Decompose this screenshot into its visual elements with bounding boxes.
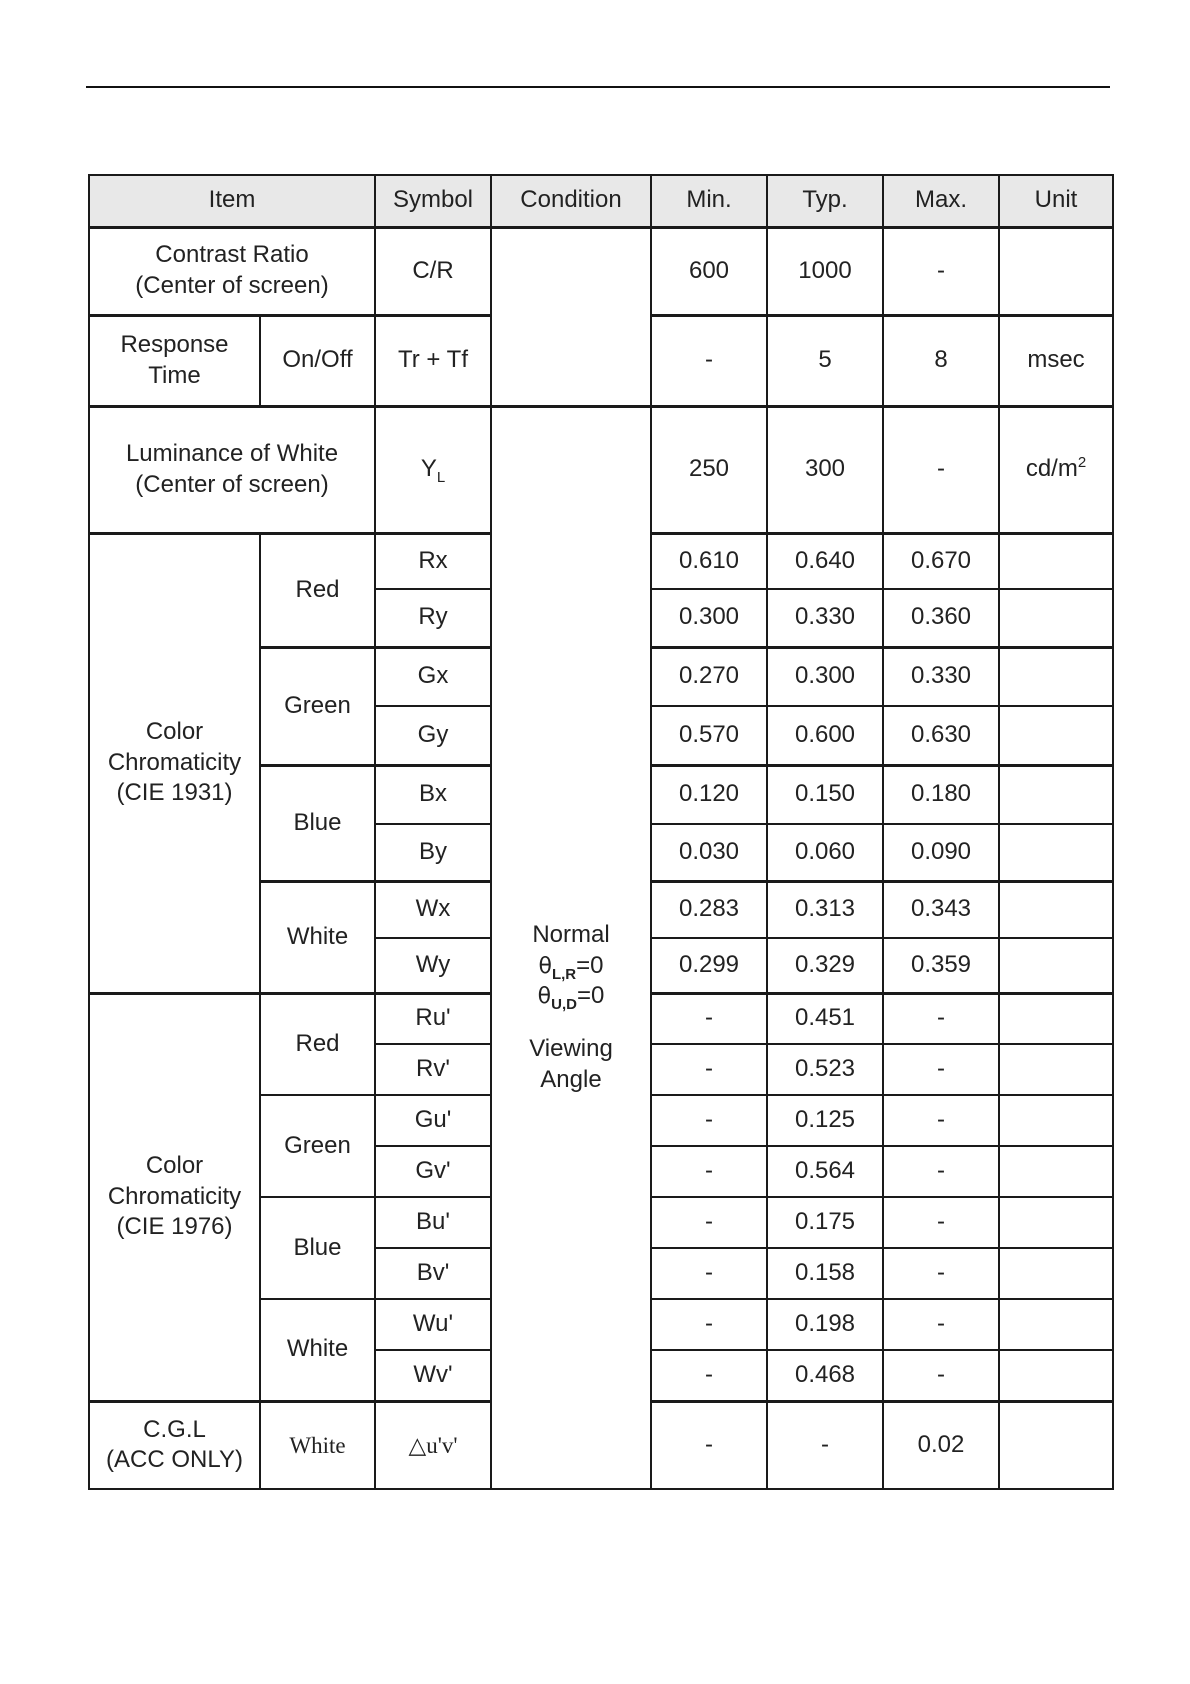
cie1931-typ: 0.300 <box>767 647 883 706</box>
cie1976-symbol: Wv' <box>375 1350 491 1401</box>
cie1931-unit <box>999 938 1113 993</box>
cie1976-max: - <box>883 1146 999 1197</box>
contrast-typ: 1000 <box>767 227 883 315</box>
response-min: - <box>651 315 767 406</box>
theta-symbol: θ <box>537 984 552 1010</box>
cie1931-color-green: Green <box>260 647 375 765</box>
condition-line-normal: Normal <box>532 920 610 948</box>
cie1931-typ: 0.330 <box>767 589 883 647</box>
cgl-typ: - <box>767 1401 883 1489</box>
cgl-sub: White <box>260 1401 375 1489</box>
luminance-unit-sup: 2 <box>1077 454 1087 472</box>
cie1976-min: - <box>651 1197 767 1248</box>
contrast-item-line2: (Center of screen) <box>135 272 329 299</box>
cie1931-max: 0.359 <box>883 938 999 993</box>
response-symbol: Tr + Tf <box>375 315 491 406</box>
response-unit: msec <box>999 315 1113 406</box>
cie1931-typ: 0.600 <box>767 706 883 765</box>
cie1931-typ: 0.060 <box>767 824 883 881</box>
cgl-symbol: △u'v' <box>375 1401 491 1489</box>
theta-ud-sub: U,D <box>551 996 577 1014</box>
cie1976-min: - <box>651 1299 767 1350</box>
cie1976-unit <box>999 1248 1113 1299</box>
cie1931-max: 0.330 <box>883 647 999 706</box>
theta-ud-value: =0 <box>576 982 605 1010</box>
cie1931-label-line2: Chromaticity <box>107 748 242 776</box>
cie1976-typ: 0.125 <box>767 1095 883 1146</box>
cie1931-min: 0.270 <box>651 647 767 706</box>
cie1976-min: - <box>651 1248 767 1299</box>
response-item <box>89 315 260 406</box>
cie1931-max: 0.343 <box>883 881 999 938</box>
cie1931-symbol: By <box>375 824 491 881</box>
header-rule <box>86 86 1110 88</box>
cie1931-max: 0.090 <box>883 824 999 881</box>
cie1976-min: - <box>651 1350 767 1401</box>
contrast-min: 600 <box>651 227 767 315</box>
response-typ: 5 <box>767 315 883 406</box>
cie1931-unit <box>999 533 1113 589</box>
cie1931-min: 0.570 <box>651 706 767 765</box>
cie1931-typ: 0.640 <box>767 533 883 589</box>
cie1931-min: 0.299 <box>651 938 767 993</box>
cie1976-color-green: Green <box>260 1095 375 1197</box>
luminance-row <box>89 406 1113 533</box>
contrast-row <box>89 227 1113 315</box>
condition-line-viewing: Viewing <box>529 1035 613 1063</box>
cie1976-typ: 0.564 <box>767 1146 883 1197</box>
cie1976-max: - <box>883 1299 999 1350</box>
contrast-unit <box>999 227 1113 315</box>
cie1976-min: - <box>651 993 767 1044</box>
cie1931-unit <box>999 706 1113 765</box>
cie1976-min: - <box>651 1146 767 1197</box>
cie1931-color-red: Red <box>260 533 375 647</box>
luminance-unit <box>999 406 1113 533</box>
cie1931-max: 0.630 <box>883 706 999 765</box>
luminance-max: - <box>883 406 999 533</box>
cie1976-max: - <box>883 1095 999 1146</box>
cie1976-symbol: Bu' <box>375 1197 491 1248</box>
cie1931-unit <box>999 765 1113 824</box>
header-max: Max. <box>883 175 999 227</box>
cie1931-min: 0.610 <box>651 533 767 589</box>
cie1931-symbol: Gx <box>375 647 491 706</box>
cie1931-label-line3: (CIE 1931) <box>116 779 233 807</box>
contrast-item-line1: Contrast Ratio <box>155 241 309 269</box>
response-sub: On/Off <box>260 315 375 406</box>
cgl-item-line1: C.G.L <box>143 1415 206 1443</box>
cie1931-min: 0.283 <box>651 881 767 938</box>
cie1976-max: - <box>883 1044 999 1095</box>
cgl-min: - <box>651 1401 767 1489</box>
header-unit: Unit <box>999 175 1113 227</box>
cie1976-unit <box>999 1146 1113 1197</box>
cie1976-label <box>89 993 260 1401</box>
header-min: Min. <box>651 175 767 227</box>
cie1931-symbol: Ry <box>375 589 491 647</box>
cie1976-min: - <box>651 1044 767 1095</box>
cie1976-symbol: Wu' <box>375 1299 491 1350</box>
contrast-max: - <box>883 227 999 315</box>
cie1931-symbol: Wx <box>375 881 491 938</box>
cie1976-unit <box>999 1299 1113 1350</box>
cie1976-color-red: Red <box>260 993 375 1095</box>
theta-symbol: θ <box>538 953 552 979</box>
cgl-item-line2: (ACC ONLY) <box>106 1446 243 1474</box>
cgl-unit <box>999 1401 1113 1489</box>
cie1931-unit <box>999 881 1113 938</box>
cie1976-color-blue: Blue <box>260 1197 375 1299</box>
cie1976-max: - <box>883 1248 999 1299</box>
cie1976-typ: 0.198 <box>767 1299 883 1350</box>
cie1931-min: 0.030 <box>651 824 767 881</box>
cie1976-symbol: Gv' <box>375 1146 491 1197</box>
luminance-item-line2: (Center of screen) <box>135 470 329 498</box>
luminance-item-line1: Luminance of White <box>125 439 339 467</box>
condition-normal <box>491 406 651 1489</box>
header-symbol: Symbol <box>375 175 491 227</box>
cie1931-unit <box>999 589 1113 647</box>
luminance-symbol-sub: L <box>436 469 446 487</box>
luminance-unit-main: cd/m <box>1025 455 1078 483</box>
condition-theta-ud <box>492 981 650 1012</box>
cie1976-label-line2: Chromaticity <box>107 1182 242 1210</box>
cie1976-typ: 0.451 <box>767 993 883 1044</box>
contrast-symbol: C/R <box>375 227 491 315</box>
cie1931-typ: 0.329 <box>767 938 883 993</box>
cie1931-max: 0.360 <box>883 589 999 647</box>
header-condition: Condition <box>491 175 651 227</box>
cie1931-unit <box>999 647 1113 706</box>
response-max: 8 <box>883 315 999 406</box>
header-typ: Typ. <box>767 175 883 227</box>
luminance-min: 250 <box>651 406 767 533</box>
header-item: Item <box>89 175 375 227</box>
cie1931-min: 0.120 <box>651 765 767 824</box>
cie1931-label <box>89 533 260 993</box>
luminance-symbol <box>375 406 491 533</box>
luminance-symbol-main: Y <box>420 455 437 483</box>
cie1976-typ: 0.158 <box>767 1248 883 1299</box>
theta-lr-sub: L,R <box>551 965 577 983</box>
cie1931-max: 0.180 <box>883 765 999 824</box>
cie1931-min: 0.300 <box>651 589 767 647</box>
cie1976-max: - <box>883 993 999 1044</box>
cie1976-unit <box>999 1044 1113 1095</box>
cie1931-label-line1: Color <box>145 717 204 745</box>
condition-theta-lr <box>492 951 650 982</box>
luminance-item <box>89 406 375 533</box>
cie1976-min: - <box>651 1095 767 1146</box>
cie1976-color-white: White <box>260 1299 375 1401</box>
cie1976-symbol: Gu' <box>375 1095 491 1146</box>
cie1931-max: 0.670 <box>883 533 999 589</box>
cgl-max: 0.02 <box>883 1401 999 1489</box>
cie1931-symbol: Bx <box>375 765 491 824</box>
cie1976-unit <box>999 1350 1113 1401</box>
theta-lr-value: =0 <box>576 951 604 979</box>
cie1976-typ: 0.523 <box>767 1044 883 1095</box>
cie1976-max: - <box>883 1350 999 1401</box>
cie1976-unit <box>999 1095 1113 1146</box>
luminance-typ: 300 <box>767 406 883 533</box>
contrast-item <box>89 227 375 315</box>
cie1931-symbol: Rx <box>375 533 491 589</box>
cie1931-unit <box>999 824 1113 881</box>
cie1931-symbol: Wy <box>375 938 491 993</box>
cie1976-label-line1: Color <box>145 1151 204 1179</box>
cie1931-typ: 0.313 <box>767 881 883 938</box>
cie1976-symbol: Rv' <box>375 1044 491 1095</box>
cie1976-label-line3: (CIE 1976) <box>116 1213 233 1241</box>
cie1976-typ: 0.175 <box>767 1197 883 1248</box>
header-row <box>89 175 1113 227</box>
cie1976-symbol: Ru' <box>375 993 491 1044</box>
response-item-line1: Response <box>120 330 229 358</box>
optical-spec-table <box>88 174 1114 1490</box>
response-item-line2: Time <box>148 361 201 389</box>
cie1976-max: - <box>883 1197 999 1248</box>
condition-line-angle: Angle <box>540 1065 602 1093</box>
condition-blank <box>491 227 651 406</box>
cie1976-typ: 0.468 <box>767 1350 883 1401</box>
cie1976-unit <box>999 1197 1113 1248</box>
cgl-item <box>89 1401 260 1489</box>
cie1976-symbol: Bv' <box>375 1248 491 1299</box>
cie1976-unit <box>999 993 1113 1044</box>
cie1931-typ: 0.150 <box>767 765 883 824</box>
cie1931-color-white: White <box>260 881 375 993</box>
cie1931-color-blue: Blue <box>260 765 375 881</box>
cie1931-symbol: Gy <box>375 706 491 765</box>
